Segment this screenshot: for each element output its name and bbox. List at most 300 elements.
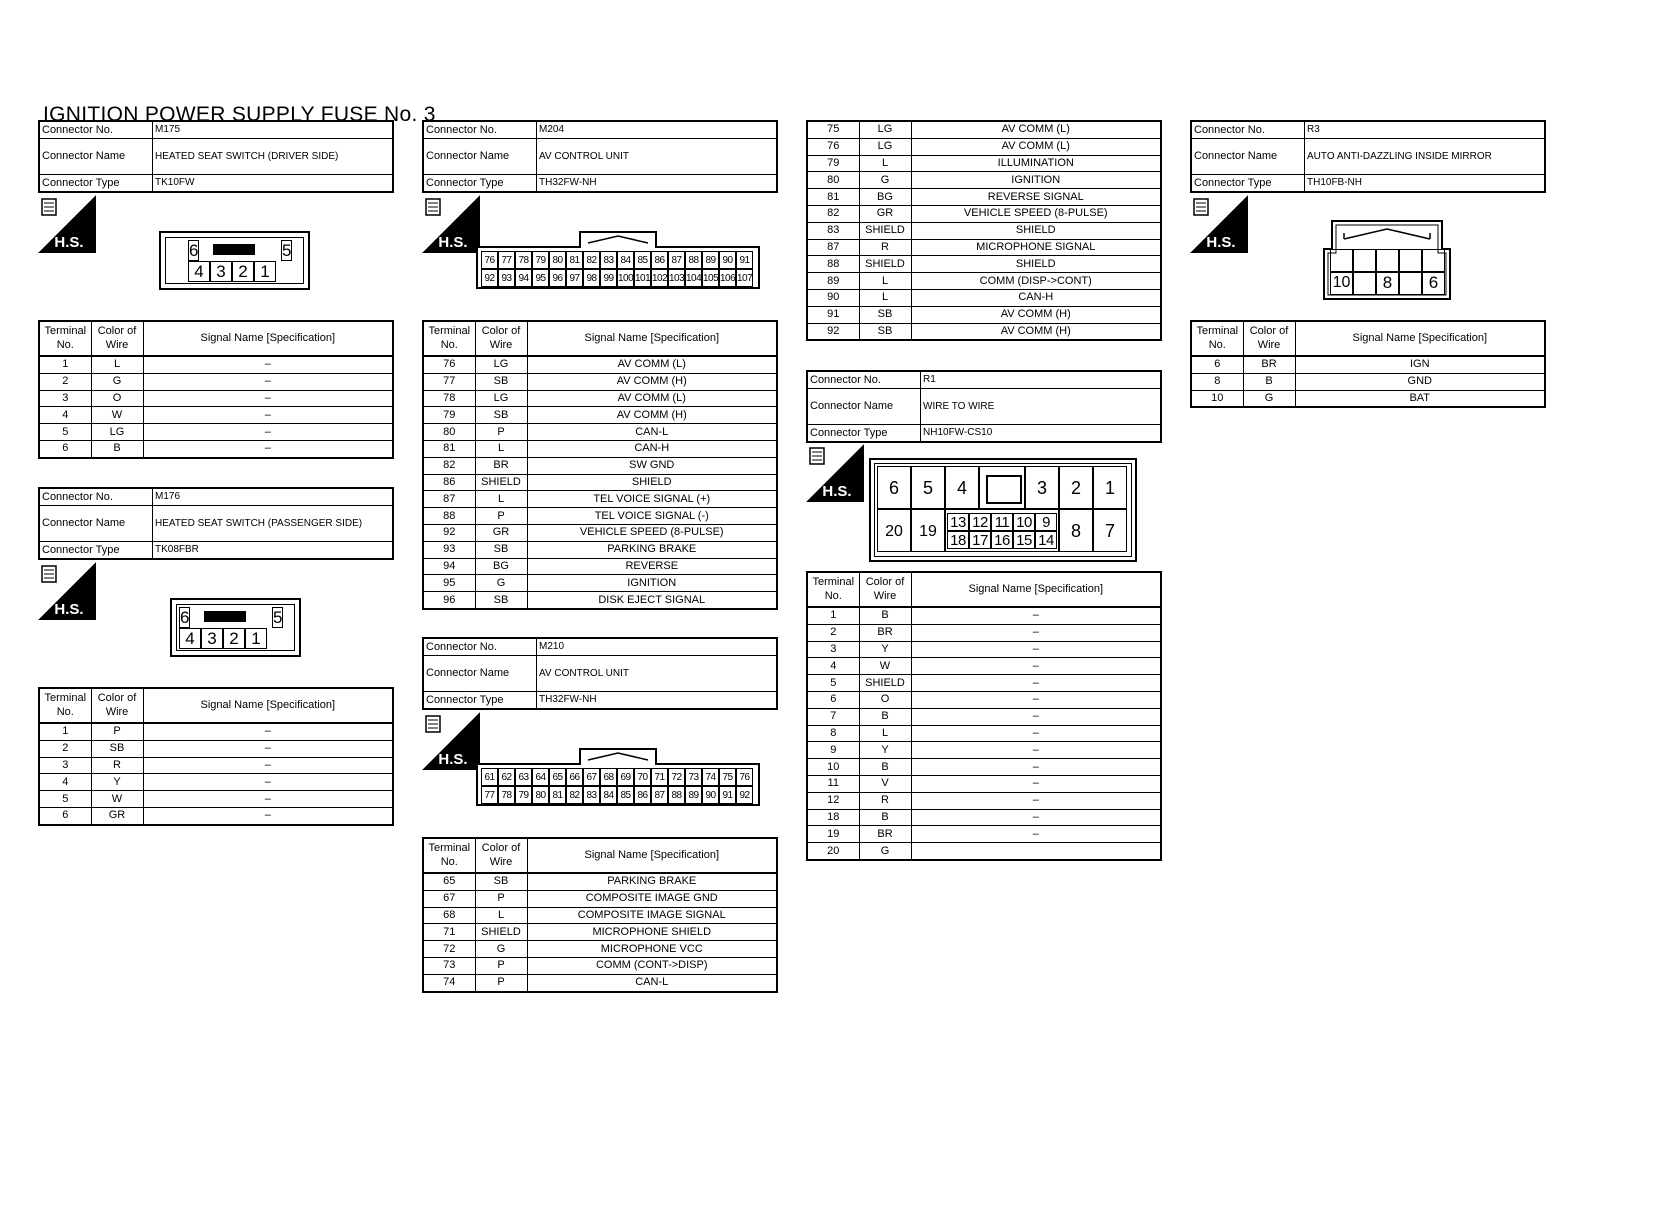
terminal-no-cell: 71 <box>423 924 475 941</box>
m176-info <box>38 487 394 560</box>
terminal-no-cell: 18 <box>807 809 859 826</box>
terminal-no-cell: 95 <box>423 575 475 592</box>
pin: 10 <box>1013 513 1035 531</box>
pin: 87 <box>651 786 668 804</box>
connector-type-label: Connector Type <box>39 542 153 560</box>
signal-name-cell: MICROPHONE SIGNAL <box>911 239 1161 256</box>
pin: 92 <box>736 786 753 804</box>
wire-color-header: Color of Wire <box>475 321 527 356</box>
terminal-no-cell: 10 <box>807 759 859 776</box>
terminal-no-cell: 81 <box>807 189 859 206</box>
connector-type-value: TH10FB-NH <box>1305 175 1546 193</box>
signal-name-cell: – <box>911 725 1161 742</box>
connector-type-value: TK10FW <box>153 175 394 193</box>
wire-color-cell: L <box>859 155 911 172</box>
table-row <box>423 924 777 941</box>
signal-name-cell: SHIELD <box>527 474 777 491</box>
terminal-no-cell: 3 <box>39 757 91 774</box>
r3-pin-grid <box>1330 249 1445 295</box>
hs-label: H.S. <box>1206 234 1236 251</box>
connector-name-value: WIRE TO WIRE <box>921 389 1162 425</box>
terminal-no-cell: 88 <box>423 508 475 525</box>
wire-color-cell: R <box>859 239 911 256</box>
r3-info <box>1190 120 1546 193</box>
pin: 84 <box>617 251 634 269</box>
wire-color-cell: W <box>859 658 911 675</box>
terminal-table <box>422 837 778 993</box>
connector-name-value: AV CONTROL UNIT <box>537 656 778 692</box>
m175-pin-row <box>188 261 276 282</box>
connector-no-label: Connector No. <box>1191 121 1305 139</box>
pin: 104 <box>685 269 702 287</box>
connector-info-table <box>38 120 394 193</box>
wire-color-cell: LG <box>859 138 911 155</box>
page-title: IGNITION POWER SUPPLY FUSE No. 3 <box>43 103 436 126</box>
signal-name-cell: DISK EJECT SIGNAL <box>527 592 777 609</box>
m175-connector-face <box>159 231 310 290</box>
terminal-no-cell: 92 <box>423 524 475 541</box>
terminal-no-cell: 1 <box>39 356 91 373</box>
wire-color-cell: B <box>1243 373 1295 390</box>
table-row <box>807 708 1161 725</box>
pin: 65 <box>549 768 566 786</box>
pin: 77 <box>481 786 498 804</box>
wire-color-cell: SB <box>475 873 527 890</box>
signal-name-cell: MICROPHONE SHIELD <box>527 924 777 941</box>
wire-color-cell: B <box>859 759 911 776</box>
pin: 2 <box>223 628 245 649</box>
pin: 80 <box>532 786 549 804</box>
table-row <box>423 592 777 609</box>
pin-empty <box>1399 249 1422 272</box>
terminal-no-cell: 87 <box>807 239 859 256</box>
r1-info <box>806 370 1162 443</box>
pin: 86 <box>651 251 668 269</box>
m176-terminal-table <box>38 687 394 826</box>
connector-type-value: TK08FBR <box>153 542 394 560</box>
wire-color-cell: G <box>91 373 143 390</box>
pin: 92 <box>481 269 498 287</box>
connector-name-label: Connector Name <box>1191 139 1305 175</box>
table-row <box>807 792 1161 809</box>
harness-side-icon <box>422 195 480 253</box>
signal-name-header: Signal Name [Specification] <box>527 838 777 873</box>
pin: 7 <box>1093 509 1127 552</box>
signal-name-cell: – <box>911 658 1161 675</box>
signal-name-cell: CAN-L <box>527 424 777 441</box>
terminal-table <box>806 571 1162 861</box>
wire-color-cell: R <box>859 792 911 809</box>
hs-label: H.S. <box>54 234 84 251</box>
wire-color-cell: SB <box>475 407 527 424</box>
signal-name-header: Signal Name [Specification] <box>143 688 393 723</box>
signal-name-cell: – <box>143 440 393 457</box>
signal-name-cell: – <box>911 826 1161 843</box>
wire-color-cell: SHIELD <box>859 222 911 239</box>
signal-name-cell: CAN-H <box>911 289 1161 306</box>
signal-name-cell: – <box>911 691 1161 708</box>
terminal-no-header: Terminal No. <box>1191 321 1243 356</box>
pin: 83 <box>583 786 600 804</box>
wire-color-cell: W <box>91 791 143 808</box>
pin: 61 <box>481 768 498 786</box>
connector-no-label: Connector No. <box>39 488 153 506</box>
pin: 6 <box>1422 272 1445 295</box>
pin: 5 <box>273 608 283 627</box>
terminal-table <box>806 120 1162 341</box>
pin: 90 <box>719 251 736 269</box>
wire-color-cell: L <box>859 273 911 290</box>
terminal-no-cell: 75 <box>807 121 859 138</box>
signal-name-cell: MICROPHONE VCC <box>527 941 777 958</box>
table-row <box>807 289 1161 306</box>
connector-type-value: TH32FW-NH <box>537 175 778 193</box>
pin: 77 <box>498 251 515 269</box>
signal-name-cell: CAN-H <box>527 440 777 457</box>
pin: 74 <box>702 768 719 786</box>
signal-name-cell: – <box>143 740 393 757</box>
terminal-no-cell: 92 <box>807 323 859 340</box>
table-row <box>423 407 777 424</box>
table-row <box>423 974 777 991</box>
connector-no-label: Connector No. <box>423 121 537 139</box>
connector-type-value: NH10FW-CS10 <box>921 425 1162 443</box>
m210-terminal-table <box>422 837 778 993</box>
hs-label: H.S. <box>438 751 468 768</box>
terminal-no-cell: 5 <box>807 675 859 692</box>
m204-connector-face <box>476 231 760 289</box>
terminal-no-cell: 6 <box>807 691 859 708</box>
signal-name-cell: IGNITION <box>527 575 777 592</box>
signal-name-cell <box>911 843 1161 860</box>
terminal-no-cell: 6 <box>39 440 91 457</box>
terminal-no-cell: 5 <box>39 424 91 441</box>
table-row <box>807 641 1161 658</box>
wire-color-cell: L <box>91 356 143 373</box>
terminal-no-cell: 4 <box>39 774 91 791</box>
wire-color-cell: P <box>475 424 527 441</box>
signal-name-cell: – <box>143 373 393 390</box>
table-row <box>807 759 1161 776</box>
signal-name-cell: REVERSE <box>527 558 777 575</box>
table-row <box>1191 373 1545 390</box>
pin: 101 <box>634 269 651 287</box>
connector-no-value: M176 <box>153 488 394 506</box>
r3-terminal-table <box>1190 320 1546 408</box>
terminal-no-cell: 7 <box>807 708 859 725</box>
wire-color-cell: LG <box>859 121 911 138</box>
table-row <box>423 373 777 390</box>
connector-no-label: Connector No. <box>423 638 537 656</box>
pin: 91 <box>719 786 736 804</box>
pin: 78 <box>515 251 532 269</box>
signal-name-cell: SW GND <box>527 457 777 474</box>
wire-color-cell: O <box>91 390 143 407</box>
table-row <box>423 508 777 525</box>
terminal-no-cell: 87 <box>423 491 475 508</box>
harness-side-icon <box>1190 195 1248 253</box>
pin <box>1399 272 1422 295</box>
table-row <box>423 558 777 575</box>
signal-name-cell: – <box>911 641 1161 658</box>
pin: 2 <box>232 261 254 282</box>
pin: 4 <box>179 628 201 649</box>
pin: 98 <box>583 269 600 287</box>
m175-terminal-table <box>38 320 394 459</box>
wire-color-cell: P <box>475 974 527 991</box>
pin: 1 <box>254 261 276 282</box>
pin: 6 <box>189 241 199 260</box>
terminal-no-cell: 3 <box>807 641 859 658</box>
table-row <box>39 373 393 390</box>
pin: 88 <box>668 786 685 804</box>
wire-color-cell: G <box>1243 390 1295 407</box>
table-row <box>807 239 1161 256</box>
wire-color-cell: SHIELD <box>475 474 527 491</box>
wire-color-cell: BR <box>475 457 527 474</box>
connector-no-label: Connector No. <box>39 121 153 139</box>
wire-color-cell: SHIELD <box>859 675 911 692</box>
signal-name-cell: CAN-L <box>527 974 777 991</box>
pin: 1 <box>245 628 267 649</box>
wire-color-cell: B <box>91 440 143 457</box>
pin: 16 <box>991 531 1013 549</box>
connector-type-label: Connector Type <box>423 692 537 710</box>
signal-name-cell: – <box>911 708 1161 725</box>
terminal-no-cell: 3 <box>39 390 91 407</box>
signal-name-cell: – <box>143 791 393 808</box>
wire-color-cell: P <box>475 890 527 907</box>
r1-key-slot <box>979 466 1025 509</box>
m204-terminal-table <box>422 320 778 610</box>
table-row <box>807 675 1161 692</box>
terminal-no-cell: 88 <box>807 256 859 273</box>
table-row <box>1191 356 1545 373</box>
harness-side-icon <box>806 444 864 502</box>
terminal-no-cell: 5 <box>39 791 91 808</box>
wire-color-cell: BG <box>859 189 911 206</box>
wire-color-cell: W <box>91 407 143 424</box>
signal-name-cell: – <box>143 757 393 774</box>
terminal-no-cell: 12 <box>807 792 859 809</box>
signal-name-header: Signal Name [Specification] <box>1295 321 1545 356</box>
pin: 13 <box>947 513 969 531</box>
pin: 70 <box>634 768 651 786</box>
r1-connector-face <box>869 458 1137 562</box>
terminal-no-cell: 81 <box>423 440 475 457</box>
wire-color-cell: B <box>859 708 911 725</box>
wire-color-cell: BR <box>859 624 911 641</box>
table-row <box>39 390 393 407</box>
table-row <box>423 907 777 924</box>
signal-name-cell: PARKING BRAKE <box>527 873 777 890</box>
connector-info-table <box>422 637 778 710</box>
pin: 3 <box>210 261 232 282</box>
pin: 17 <box>969 531 991 549</box>
pin: 88 <box>685 251 702 269</box>
connector-info-table <box>1190 120 1546 193</box>
m210-connector-face <box>476 748 760 806</box>
pin: 68 <box>600 768 617 786</box>
table-row <box>423 356 777 373</box>
wire-color-header: Color of Wire <box>859 572 911 607</box>
terminal-no-cell: 91 <box>807 306 859 323</box>
pin: 96 <box>549 269 566 287</box>
wire-color-cell: SHIELD <box>475 924 527 941</box>
pin: 4 <box>945 466 979 509</box>
terminal-no-header: Terminal No. <box>39 321 91 356</box>
wire-color-cell: P <box>475 957 527 974</box>
table-row <box>807 189 1161 206</box>
pin-empty <box>1330 249 1353 272</box>
table-row <box>807 691 1161 708</box>
pin: 18 <box>947 531 969 549</box>
wire-color-cell: Y <box>859 742 911 759</box>
terminal-no-cell: 4 <box>807 658 859 675</box>
terminal-no-cell: 65 <box>423 873 475 890</box>
wire-color-cell: P <box>475 508 527 525</box>
table-row <box>39 757 393 774</box>
signal-name-cell: – <box>143 407 393 424</box>
wire-color-cell: GR <box>475 524 527 541</box>
wire-color-cell: LG <box>91 424 143 441</box>
wire-color-cell: SB <box>859 323 911 340</box>
connector-info-table <box>422 120 778 193</box>
table-row <box>39 424 393 441</box>
terminal-no-cell: 90 <box>807 289 859 306</box>
wire-color-cell: L <box>475 907 527 924</box>
connector-type-value: TH32FW-NH <box>537 692 778 710</box>
connector-no-value: R3 <box>1305 121 1546 139</box>
connector-no-value: M175 <box>153 121 394 139</box>
table-row <box>39 356 393 373</box>
terminal-no-cell: 82 <box>807 205 859 222</box>
table-row <box>807 323 1161 340</box>
signal-name-cell: AV COMM (H) <box>527 407 777 424</box>
table-row <box>807 826 1161 843</box>
terminal-no-cell: 72 <box>423 941 475 958</box>
pin: 69 <box>617 768 634 786</box>
table-row <box>807 222 1161 239</box>
pin: 1 <box>1093 466 1127 509</box>
connector-no-value: R1 <box>921 371 1162 389</box>
pin: 71 <box>651 768 668 786</box>
pin: 76 <box>481 251 498 269</box>
r1-terminal-table <box>806 571 1162 861</box>
terminal-no-cell: 82 <box>423 457 475 474</box>
pin: 19 <box>911 509 945 552</box>
pin: 82 <box>583 251 600 269</box>
terminal-no-cell: 6 <box>1191 356 1243 373</box>
pin: 5 <box>282 241 292 260</box>
terminal-no-cell: 77 <box>423 373 475 390</box>
table-row <box>807 624 1161 641</box>
harness-side-icon <box>38 562 96 620</box>
pin: 11 <box>991 513 1013 531</box>
pin: 100 <box>617 269 634 287</box>
pin: 75 <box>719 768 736 786</box>
wire-color-cell: L <box>859 289 911 306</box>
wire-color-cell: V <box>859 775 911 792</box>
pin: 20 <box>877 509 911 552</box>
terminal-table <box>38 320 394 459</box>
signal-name-cell: ILLUMINATION <box>911 155 1161 172</box>
connector-no-value: M210 <box>537 638 778 656</box>
wire-color-header: Color of Wire <box>91 688 143 723</box>
table-row <box>423 873 777 890</box>
connector-name-value: HEATED SEAT SWITCH (PASSENGER SIDE) <box>153 506 394 542</box>
signal-name-cell: GND <box>1295 373 1545 390</box>
pin-empty <box>1376 249 1399 272</box>
m176-connector-face <box>170 598 301 657</box>
signal-name-cell: – <box>911 792 1161 809</box>
pin: 3 <box>201 628 223 649</box>
pin: 82 <box>566 786 583 804</box>
table-row <box>807 843 1161 860</box>
signal-name-cell: – <box>911 809 1161 826</box>
wire-color-cell: L <box>475 491 527 508</box>
table-row <box>39 740 393 757</box>
pin: 97 <box>566 269 583 287</box>
table-row <box>807 155 1161 172</box>
signal-name-cell: AV COMM (L) <box>527 390 777 407</box>
pin: 81 <box>566 251 583 269</box>
table-row <box>807 809 1161 826</box>
wire-color-header: Color of Wire <box>475 838 527 873</box>
terminal-no-cell: 78 <box>423 390 475 407</box>
pin-empty <box>1353 249 1376 272</box>
connector-name-value: AV CONTROL UNIT <box>537 139 778 175</box>
pin: 63 <box>515 768 532 786</box>
pin: 85 <box>634 251 651 269</box>
terminal-table <box>1190 320 1546 408</box>
table-row <box>423 957 777 974</box>
wire-color-cell: SB <box>859 306 911 323</box>
pin: 4 <box>188 261 210 282</box>
pin: 78 <box>498 786 515 804</box>
table-row <box>807 658 1161 675</box>
terminal-no-cell: 9 <box>807 742 859 759</box>
terminal-no-header: Terminal No. <box>423 838 475 873</box>
connector-no-label: Connector No. <box>807 371 921 389</box>
wire-color-cell: LG <box>475 356 527 373</box>
signal-name-cell: SHIELD <box>911 256 1161 273</box>
terminal-no-cell: 11 <box>807 775 859 792</box>
pin: 86 <box>634 786 651 804</box>
hs-label: H.S. <box>54 601 84 618</box>
table-row <box>39 723 393 740</box>
table-row <box>423 575 777 592</box>
table-row <box>807 306 1161 323</box>
wire-color-cell: R <box>91 757 143 774</box>
connector-name-label: Connector Name <box>39 139 153 175</box>
table-row <box>423 941 777 958</box>
connector-name-label: Connector Name <box>423 139 537 175</box>
table-row <box>423 524 777 541</box>
terminal-no-cell: 80 <box>807 172 859 189</box>
signal-name-cell: TEL VOICE SIGNAL (+) <box>527 491 777 508</box>
pin: 8 <box>1376 272 1399 295</box>
signal-name-cell: COMPOSITE IMAGE SIGNAL <box>527 907 777 924</box>
terminal-no-cell: 89 <box>807 273 859 290</box>
terminal-no-cell: 79 <box>423 407 475 424</box>
terminal-no-cell: 2 <box>39 740 91 757</box>
wire-color-cell: B <box>859 607 911 624</box>
pin: 15 <box>1013 531 1035 549</box>
signal-name-cell: – <box>911 759 1161 776</box>
terminal-no-cell: 10 <box>1191 390 1243 407</box>
hs-label: H.S. <box>822 483 852 500</box>
